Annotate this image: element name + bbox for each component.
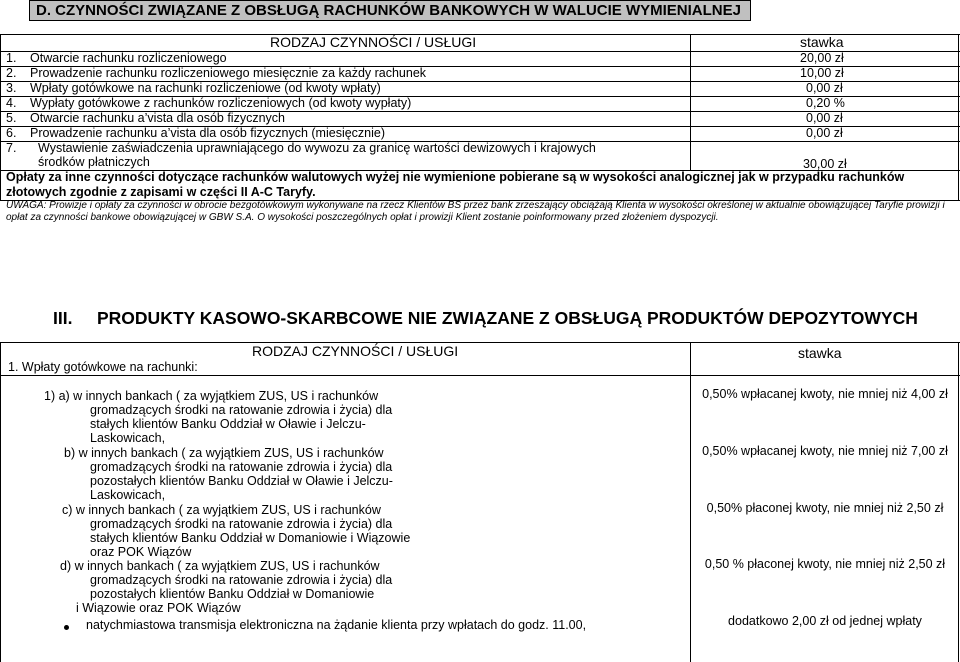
bullet-icon <box>64 625 69 630</box>
item-line: b) w innych bankach ( za wyjątkiem ZUS, US i rachunków <box>64 446 384 460</box>
row-rate: 20,00 zł <box>800 51 844 65</box>
item-line: gromadzących środki na ratowanie zdrowia i życia) dla <box>90 403 393 417</box>
row-number: 4. <box>6 96 17 110</box>
row-number: 3. <box>6 81 17 95</box>
row-number: 1. <box>6 51 17 65</box>
item-rate: 0,50 % płaconej kwoty, nie mniej niż 2,50 zł <box>704 557 946 571</box>
item-line: oraz POK Wiązów <box>90 545 192 559</box>
row-description: Otwarcie rachunku a’vista dla osób fizycznych <box>30 111 285 125</box>
bullet-rate: dodatkowo 2,00 zł od jednej wpłaty <box>728 614 922 628</box>
row-description: Wystawienie zaświadczenia uprawniającego do wywozu za granicę wartości dewizowych i krajowych <box>38 141 596 155</box>
item-line: stałych klientów Banku Oddział w Domaniowie i Wiązowie <box>90 531 411 545</box>
row-description: Wypłaty gotówkowe z rachunków rozliczeniowych (od kwoty wypłaty) <box>30 96 412 110</box>
item-line: gromadzących środki na ratowanie zdrowia i życia) dla <box>90 517 393 531</box>
row-number: 5. <box>6 111 17 125</box>
deposits-label: 1. Wpłaty gotówkowe na rachunki: <box>8 360 198 374</box>
row-description: Prowadzenie rachunku rozliczeniowego miesięcznie za każdy rachunek <box>30 66 427 80</box>
item-line: gromadzących środki na ratowanie zdrowia i życia) dla <box>90 573 393 587</box>
note-text: UWAGA: Prowizje i opłaty za czynności w obrocie bezgotówkowym wykonywane na rzecz Klientów BS przez bank zrzeszający obciążają Klienta w wysokości określonej w aktualnie obowiązującej Taryfie prowizji i <box>6 200 945 211</box>
row-rate: 0,00 zł <box>806 126 843 140</box>
other-fees-text: Opłaty za inne czynności dotyczące rachunków walutowych wyżej nie wymienione pobierane są w wysokości analogicznej jak w przypadku rachunków <box>6 170 905 184</box>
column-header-service: RODZAJ CZYNNOŚCI / USŁUGI <box>270 34 477 50</box>
column-header-service: RODZAJ CZYNNOŚCI / USŁUGI <box>252 343 459 359</box>
item-line: d) w innych bankach ( za wyjątkiem ZUS, US i rachunków <box>60 559 380 573</box>
item-line: c) w innych bankach ( za wyjątkiem ZUS, US i rachunków <box>62 503 381 517</box>
row-description: Prowadzenie rachunku a’vista dla osób fizycznych (miesięcznie) <box>30 126 386 140</box>
item-line: pozostałych klientów Banku Oddział w Domaniowie <box>90 587 375 601</box>
item-line: stałych klientów Banku Oddział w Oławie i Jelczu- <box>90 417 366 431</box>
row-description: Wpłaty gotówkowe na rachunki rozliczeniowe (od kwoty wpłaty) <box>30 81 381 95</box>
section-d-title: D. CZYNNOŚCI ZWIĄZANE Z OBSŁUGĄ RACHUNKÓW BANKOWYCH W WALUCIE WYMIENIALNEJ <box>29 0 751 21</box>
item-line: Laskowicach, <box>90 431 166 445</box>
column-header-rate: stawka <box>798 345 842 361</box>
item-line: i Wiązowie oraz POK Wiązów <box>76 601 241 615</box>
section-iii-heading <box>53 308 933 332</box>
other-fees-text-cont: złotowych zgodnie z zapisami w części II A-C Taryfy. <box>6 185 316 199</box>
item-rate: 0,50% wpłacanej kwoty, nie mniej niż 4,00 zł <box>702 387 948 401</box>
row-number: 7. <box>6 141 17 155</box>
section-iii-title: PRODUKTY KASOWO-SKARBCOWE NIE ZWIĄZANE Z OBSŁUGĄ PRODUKTÓW DEPOZYTOWYCH <box>97 308 918 328</box>
item-line: pozostałych klientów Banku Oddział w Oławie i Jelczu- <box>90 474 393 488</box>
item-line: Laskowicach, <box>90 488 166 502</box>
note-text-cont: opłat za czynności bankowe obowiązującej w GBW S.A. O wysokości poszczególnych opłat i prowizji Klient zostanie poinformowany przed złożeniem dyspozycji. <box>6 212 719 223</box>
item-line: 1) a) w innych bankach ( za wyjątkiem ZUS, US i rachunków <box>44 389 379 403</box>
row-rate: 0,00 zł <box>806 111 843 125</box>
column-header-rate: stawka <box>800 34 844 50</box>
item-line: gromadzących środki na ratowanie zdrowia i życia) dla <box>90 460 393 474</box>
row-number: 6. <box>6 126 17 140</box>
item-rate: 0,50% płaconej kwoty, nie mniej niż 2,50 zł <box>706 501 944 515</box>
row-description: Otwarcie rachunku rozliczeniowego <box>30 51 227 65</box>
row-rate: 10,00 zł <box>800 66 844 80</box>
row-description-cont: środków płatniczych <box>38 155 150 169</box>
row-rate: 0,20 % <box>806 96 845 110</box>
item-rate: 0,50% wpłacanej kwoty, nie mniej niż 7,00 zł <box>702 444 948 458</box>
row-rate: 0,00 zł <box>806 81 843 95</box>
bullet-text: natychmiastowa transmisja elektroniczna na żądanie klienta przy wpłatach do godz. 11.00, <box>86 618 587 632</box>
row-rate: 30,00 zł <box>803 157 847 171</box>
section-iii-number: III. <box>53 308 73 328</box>
row-number: 2. <box>6 66 17 80</box>
